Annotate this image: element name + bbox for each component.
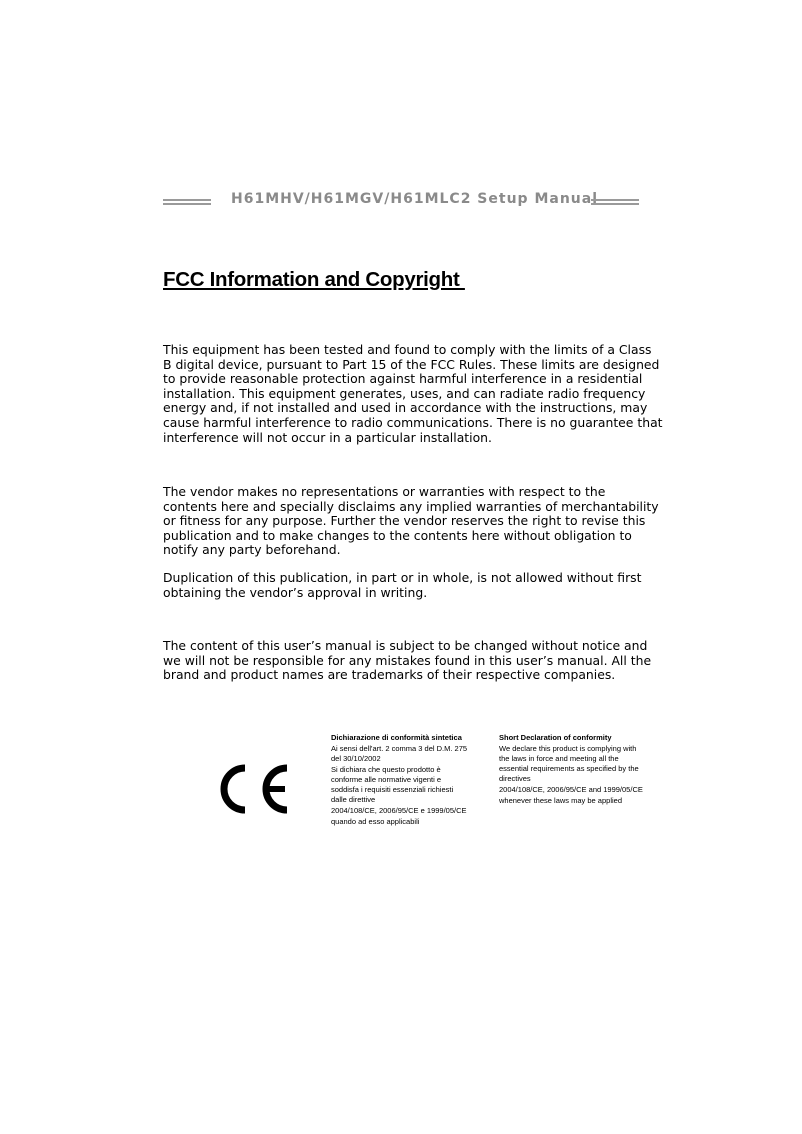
section-heading: FCC Information and Copyright	[163, 268, 465, 291]
header-rule-right	[591, 199, 639, 205]
declaration-line: quando ad esso applicabili	[331, 817, 420, 827]
declaration-line: Ai sensi dell'art. 2 comma 3 del D.M. 275 del 30/10/2002	[331, 744, 468, 764]
ce-mark-icon	[209, 760, 291, 818]
manual-title: H61MHV/H61MGV/H61MLC2 Setup Manual	[231, 191, 598, 207]
declaration-line: Si dichiara che questo prodotto è conforme alle normative vigenti e soddisfa i requisiti essenziali richiesti dalle direttive	[331, 765, 454, 804]
declaration-line: We declare this product is complying with the laws in force and meeting all the essential requirements as specified by the directives	[499, 744, 639, 783]
declaration-line: 2004/108/CE, 2006/95/CE e 1999/05/CE	[331, 806, 467, 816]
declaration-italian	[331, 733, 471, 829]
declaration-english	[499, 733, 645, 808]
manual-changes-paragraph: The content of this user’s manual is subject to be changed without notice and we will not be responsible for any mistakes found in this user’s manual. All the brand and product names are trademarks of their respective companies.	[163, 638, 652, 683]
header-rule-left	[163, 199, 211, 205]
declaration-line: 2004/108/CE, 2006/95/CE and 1999/05/CE	[499, 784, 643, 794]
declaration-line: whenever these laws may be applied	[499, 796, 622, 806]
declaration-title: Short Declaration of conformity	[499, 733, 612, 742]
warranty-disclaimer-paragraph: The vendor makes no representations or warranties with respect to the contents here and specially disclaims any implied warranties of merchantability or fitness for any purpose. Further the vendor reserves the right to revise this publication and to make changes to the contents here without obligation to notify any party beforehand.	[163, 484, 659, 558]
page-header	[163, 190, 639, 210]
fcc-compliance-paragraph: This equipment has been tested and found to comply with the limits of a Class B digital device, pursuant to Part 15 of the FCC Rules. These limits are designed to provide reasonable protection against harmful interference in a residential installation. This equipment generates, uses, and can radiate radio frequency energy and, if not installed and used in accordance with the instructions, may cause harmful interference to radio communications. There is no guarantee that interference will not occur in a particular installation.	[163, 342, 663, 445]
declaration-title: Dichiarazione di conformità sintetica	[331, 733, 462, 742]
duplication-paragraph: Duplication of this publication, in part or in whole, is not allowed without first obtaining the vendor’s approval in writing.	[163, 570, 642, 600]
